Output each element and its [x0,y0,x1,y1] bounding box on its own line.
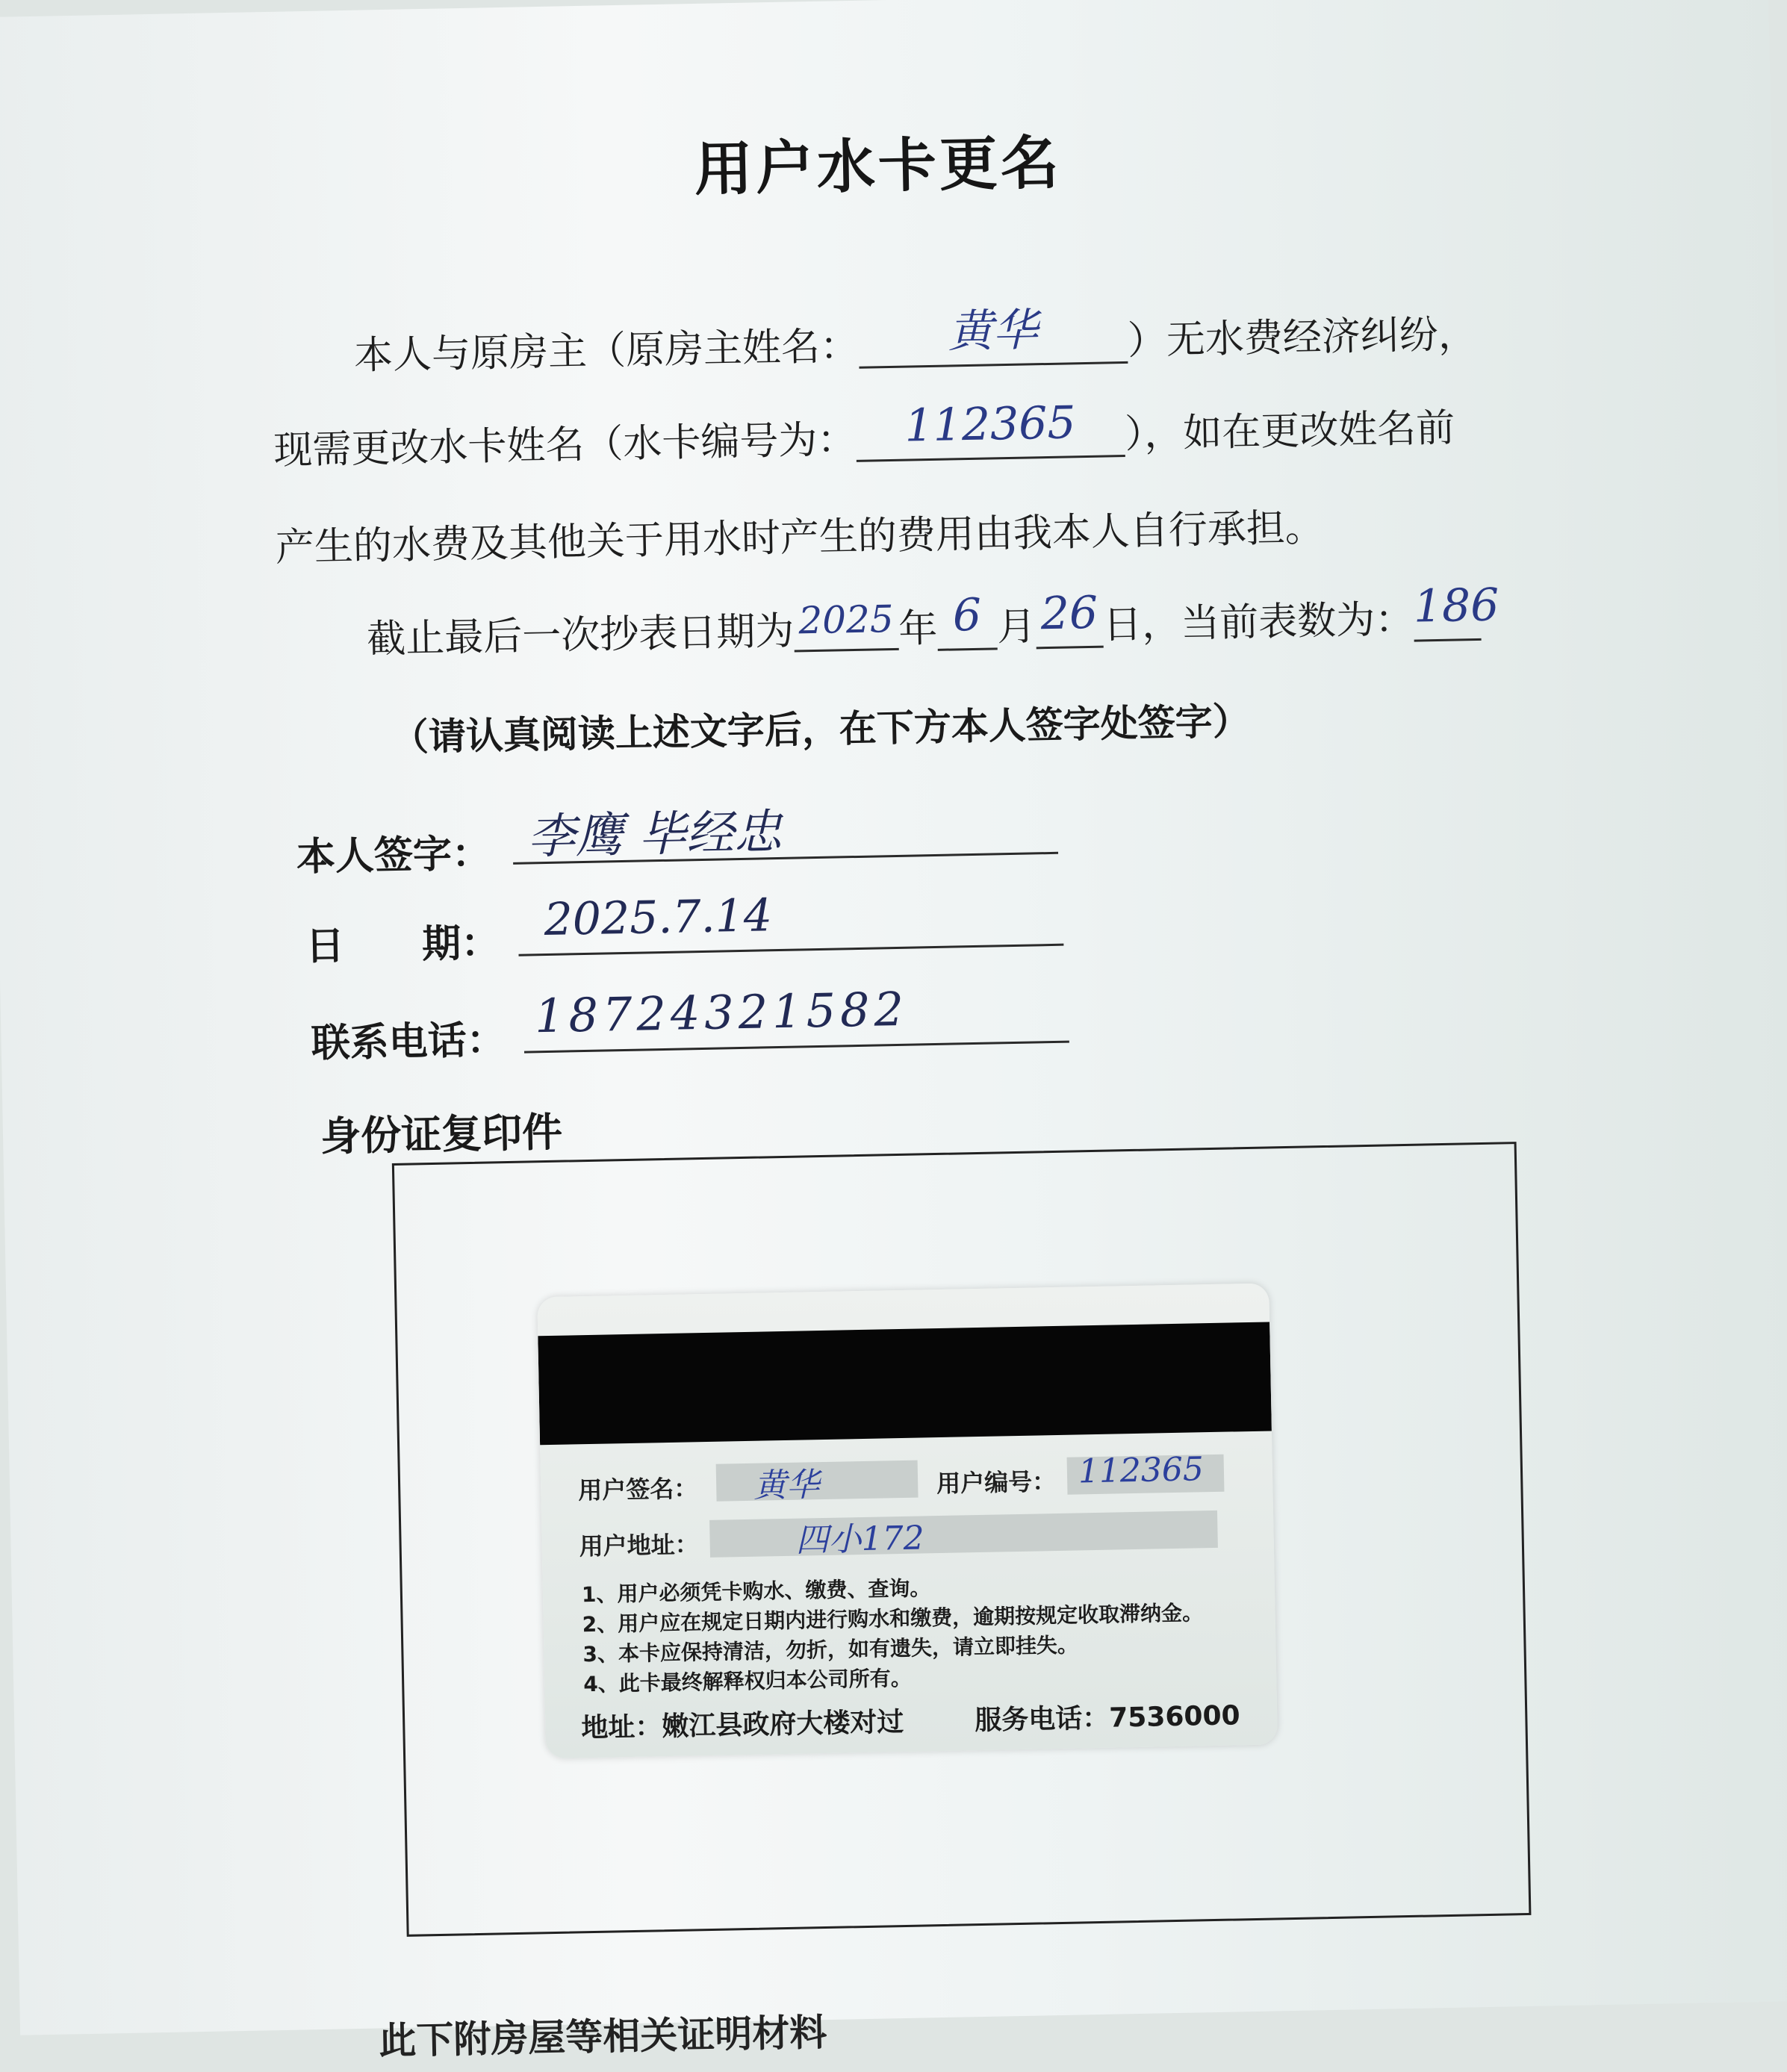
bottom-cut-text: 此下附房屋等相关证明材料 [378,2011,827,2063]
card-company-address: 地址：嫩江县政府大楼对过 [581,1706,904,1744]
phone-label: 联系电话： [311,1018,506,1067]
date-label: 日 期： [305,921,500,970]
phone-handwriting: 18724321582 [534,981,909,1044]
statement-line-3: 产生的水费及其他关于用水时产生的费用由我本人自行承担。 [275,505,1325,570]
meter-reading-handwriting: 186 [1414,594,1482,642]
card-rule-3: 3、本卡应保持清洁，勿折，如有遗失，请立即挂失。 [582,1632,1079,1667]
water-card-image [537,1283,1278,1758]
card-number-handwriting: 112365 [856,410,1125,462]
month-handwriting: 6 [937,603,998,651]
statement-text: 本人与原房主（原房主姓名： [353,323,860,379]
card-address-label: 用户地址： [579,1530,700,1561]
page-title: 用户水卡更名 [693,129,1063,204]
id-copy-label: 身份证复印件 [320,1108,563,1160]
card-number-handwriting: 112365 [1078,1450,1205,1491]
card-rule-4: 4、此卡最终解释权归本公司所有。 [582,1665,912,1697]
year-handwriting: 2025 [794,611,899,653]
date-line [518,944,1063,956]
year-unit: 年 [898,606,938,652]
card-service-phone: 服务电话：7536000 [974,1700,1240,1737]
card-rule-1: 1、用户必须凭卡购水、缴费、查询。 [581,1575,931,1608]
card-number-label: 用户编号： [936,1467,1057,1499]
day-handwriting: 26 [1036,601,1104,650]
statement-text: 现需更改水卡姓名（水卡编号为： [273,417,857,473]
magnetic-stripe [538,1322,1272,1445]
card-rule-2: 2、用户应在规定日期内进行购水和缴费，逾期按规定收取滞纳金。 [582,1600,1204,1637]
card-name-handwriting: 黄华 [753,1466,820,1505]
old-owner-handwriting: 黄华 [858,317,1128,369]
day-unit: 日，当前表数为： [1102,597,1414,648]
card-address-box [709,1511,1218,1558]
statement-text: ），如在更改姓名前 [1124,405,1455,457]
instruction-note: （请认真阅读上述文字后，在下方本人签字处签字） [391,699,1251,759]
signature-label: 本人签字： [296,831,491,880]
signature-handwriting: 李鹰 毕经忠 [526,804,783,865]
statement-text: 截止最后一次抄表日期为 [366,609,795,662]
id-copy-frame [392,1142,1532,1937]
statement-text: ）无水费经济纠纷， [1127,311,1478,364]
statement-line-4 [366,579,1500,664]
date-handwriting: 2025.7.14 [543,889,773,947]
statement-line-2 [273,396,1455,475]
phone-line [524,1041,1069,1054]
statement-line-1 [353,302,1477,380]
month-unit: 月 [996,604,1037,650]
card-name-label: 用户签名： [577,1474,698,1505]
card-address-handwriting: 四小172 [795,1519,925,1560]
